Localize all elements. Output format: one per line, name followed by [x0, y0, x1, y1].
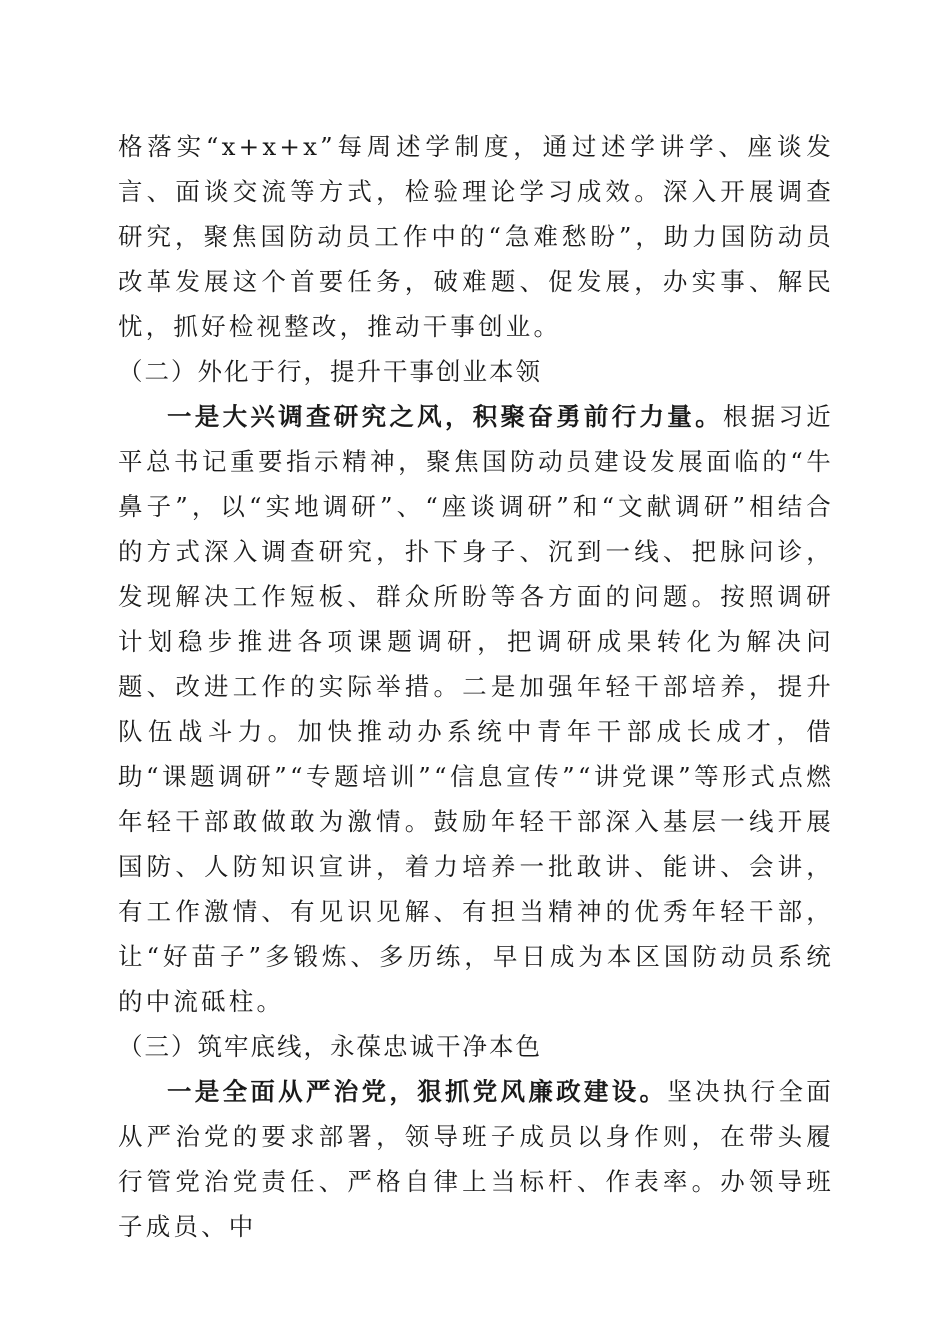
document-body — [118, 124, 834, 1249]
paragraph-text: 根据习近平总书记重要指示精神，聚焦国防动员建设发展面临的“牛鼻子”，以“实地调研”、“座谈调研”和“文献调研”相结合的方式深入调查研究，扑下身子、沉到一线、把脉问诊，发现解决工作短板、群众所盼等各方面的问题。按照调研计划稳步推进各项课题调研，把调研成果转化为解决问题、改进工作的实际举措。二是加强年轻干部培养，提升队伍战斗力。加快推动办系统中青年干部成长成才，借助“课题调研”“专题培训”“信息宣传”“讲党课”等形式点燃年轻干部敢做敢为激情。鼓励年轻干部深入基层一线开展国防、人防知识宣讲，着力培养一批敢讲、能讲、会讲，有工作激情、有见识见解、有担当精神的优秀年轻干部，让“好苗子”多锻炼、多历练，早日成为本区国防动员系统的中流砥柱。 — [118, 402, 834, 1016]
section-heading-3 — [118, 1024, 834, 1069]
heading-text: （三）筑牢底线，永葆忠诚干净本色 — [118, 1032, 542, 1061]
paragraph-lead: 一是全面从严治党，狠抓党风廉政建设。 — [167, 1077, 668, 1106]
paragraph-continuation — [118, 124, 834, 349]
paragraph-section-3 — [118, 1069, 834, 1249]
paragraph-text: 格落实“x+x+x”每周述学制度，通过述学讲学、座谈发言、面谈交流等方式，检验理论学习成效。深入开展调查研究，聚焦国防动员工作中的“急难愁盼”，助力国防动员改革发展这个首要任务，破难题、促发展，办实事、解民忧，抓好检视整改，推动干事创业。 — [118, 132, 834, 341]
paragraph-section-2 — [118, 394, 834, 1024]
paragraph-lead: 一是大兴调查研究之风，积聚奋勇前行力量。 — [167, 402, 723, 431]
section-heading-2 — [118, 349, 834, 394]
heading-text: （二）外化于行，提升干事创业本领 — [118, 357, 542, 386]
paragraph-text: 坚决执行全面从严治党的要求部署，领导班子成员以身作则，在带头履行管党治党责任、严格自律上当标杆、作表率。办领导班子成员、中 — [118, 1077, 834, 1241]
